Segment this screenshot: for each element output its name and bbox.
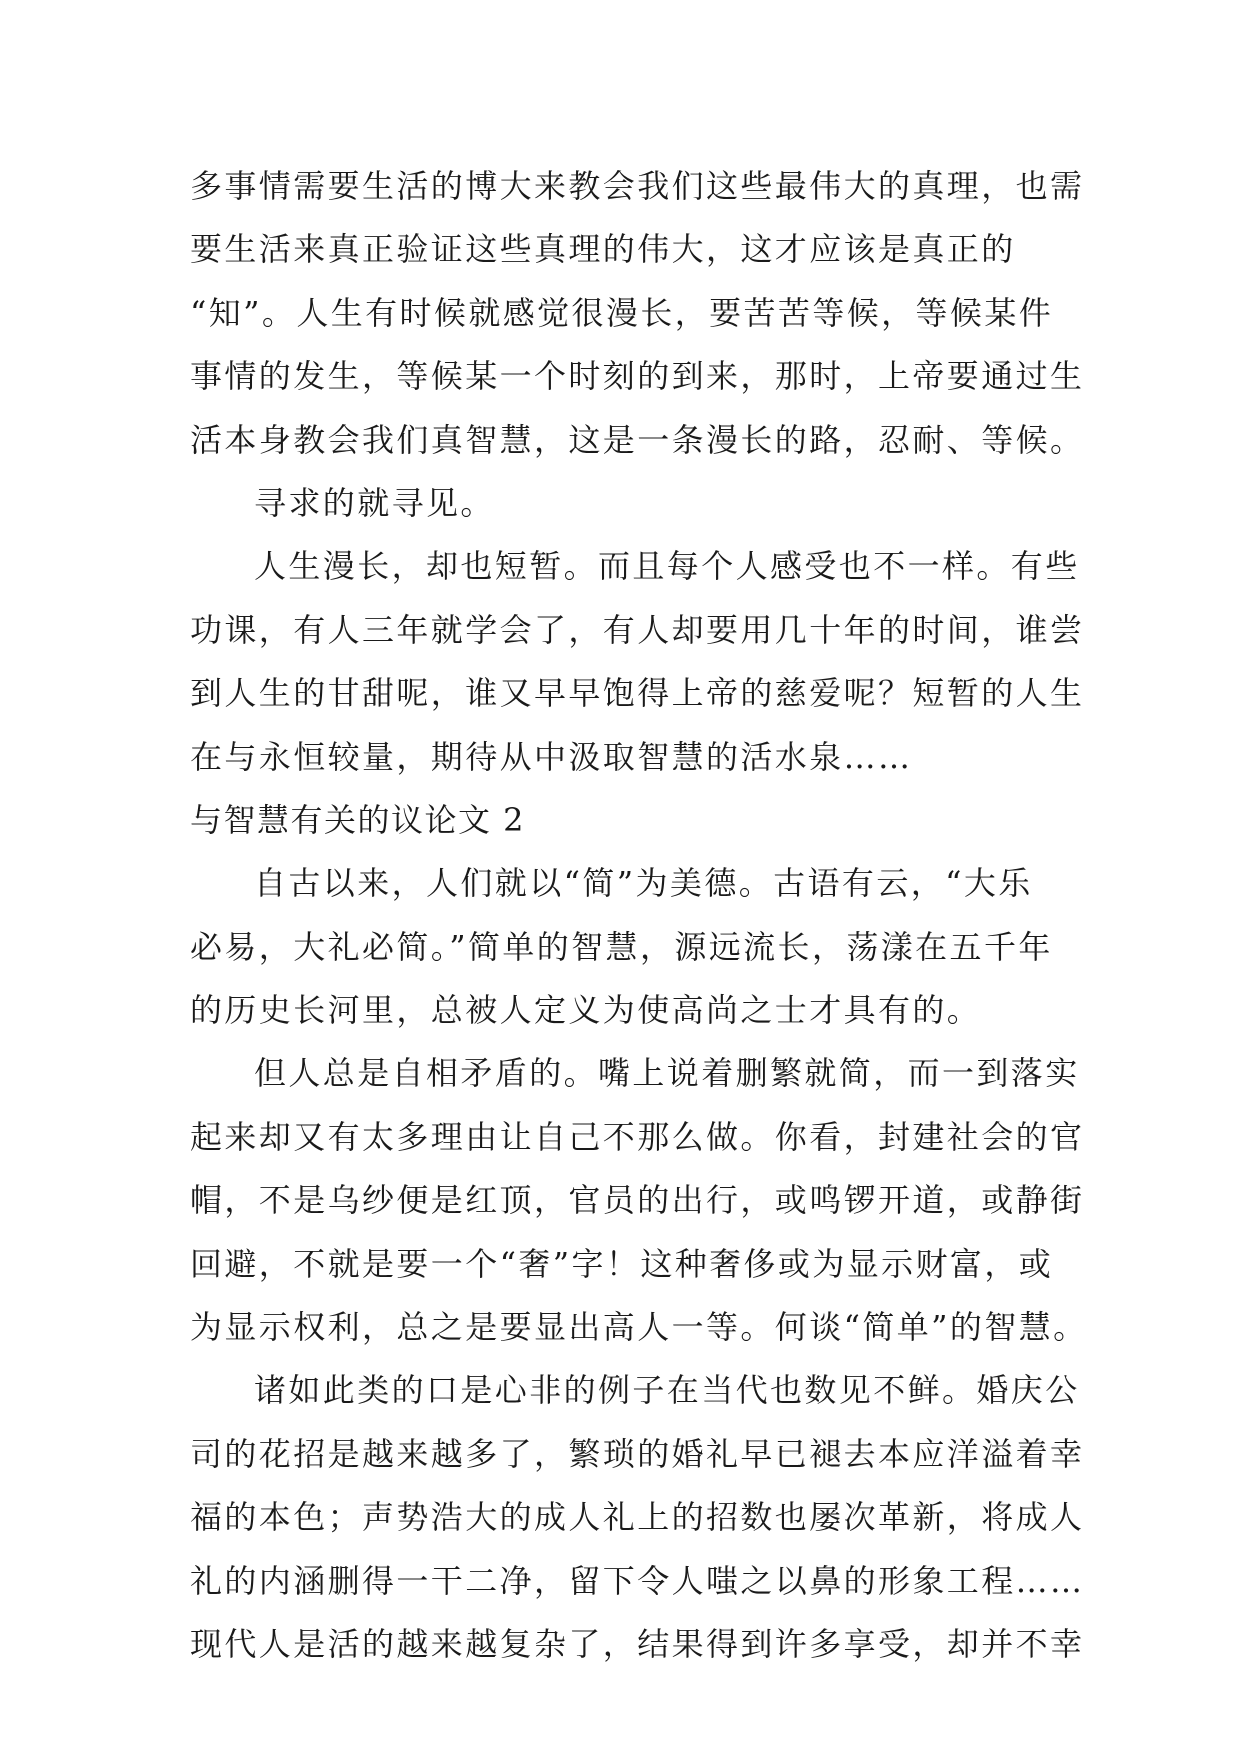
text-line-3: “知”。人生有时候就感觉很漫长，要苦苦等候，等候某件 bbox=[190, 293, 1054, 332]
text-line-18: 回避，不就是要一个“奢”字！这种奢侈或为显示财富，或 bbox=[190, 1244, 1054, 1283]
text-line-17: 帽，不是乌纱便是红顶，官员的出行，或鸣锣开道，或静街 bbox=[190, 1181, 1085, 1220]
text-line-6: 寻求的就寻见。 bbox=[254, 483, 495, 522]
text-line-22: 福的本色；声势浩大的成人礼上的招数也屡次革新，将成人 bbox=[190, 1498, 1085, 1537]
text-line-10: 在与永恒较量，期待从中汲取智慧的活水泉…… bbox=[190, 737, 913, 776]
text-line-2: 要生活来真正验证这些真理的伟大，这才应该是真正的 bbox=[190, 230, 1016, 269]
text-line-20: 诸如此类的口是心非的例子在当代也数见不鲜。婚庆公 bbox=[254, 1371, 1080, 1410]
text-line-7: 人生漫长，却也短暂。而且每个人感受也不一样。有些 bbox=[254, 547, 1080, 586]
text-line-8: 功课，有人三年就学会了，有人却要用几十年的时间，谁尝 bbox=[190, 610, 1085, 649]
text-line-23: 礼的内涵删得一干二净，留下令人嗤之以鼻的形象工程…… bbox=[190, 1561, 1085, 1600]
document-page bbox=[190, 155, 1088, 1676]
text-line-4: 事情的发生，等候某一个时刻的到来，那时，上帝要通过生 bbox=[190, 357, 1085, 396]
text-line-16: 起来却又有太多理由让自己不那么做。你看，封建社会的官 bbox=[190, 1117, 1085, 1156]
text-line-15: 但人总是自相矛盾的。嘴上说着删繁就简，而一到落实 bbox=[254, 1054, 1080, 1093]
text-line-14: 的历史长河里，总被人定义为使高尚之士才具有的。 bbox=[190, 991, 982, 1030]
section-heading: 与智慧有关的议论文 2 bbox=[190, 800, 526, 839]
text-line-24: 现代人是活的越来越复杂了，结果得到许多享受，却并不幸 bbox=[190, 1624, 1085, 1663]
text-line-19: 为显示权利，总之是要显出高人一等。何谈“简单”的智慧。 bbox=[190, 1308, 1088, 1347]
text-line-9: 到人生的甘甜呢，谁又早早饱得上帝的慈爱呢？短暂的人生 bbox=[190, 674, 1085, 713]
text-line-21: 司的花招是越来越多了，繁琐的婚礼早已褪去本应洋溢着幸 bbox=[190, 1434, 1085, 1473]
text-line-5: 活本身教会我们真智慧，这是一条漫长的路，忍耐、等候。 bbox=[190, 420, 1085, 459]
text-line-13: 必易，大礼必简。”简单的智慧，源远流长，荡漾在五千年 bbox=[190, 927, 1053, 966]
text-line-1: 多事情需要生活的博大来教会我们这些最伟大的真理，也需 bbox=[190, 167, 1085, 205]
text-line-12: 自古以来，人们就以“简”为美德。古语有云，“大乐 bbox=[254, 864, 1033, 903]
